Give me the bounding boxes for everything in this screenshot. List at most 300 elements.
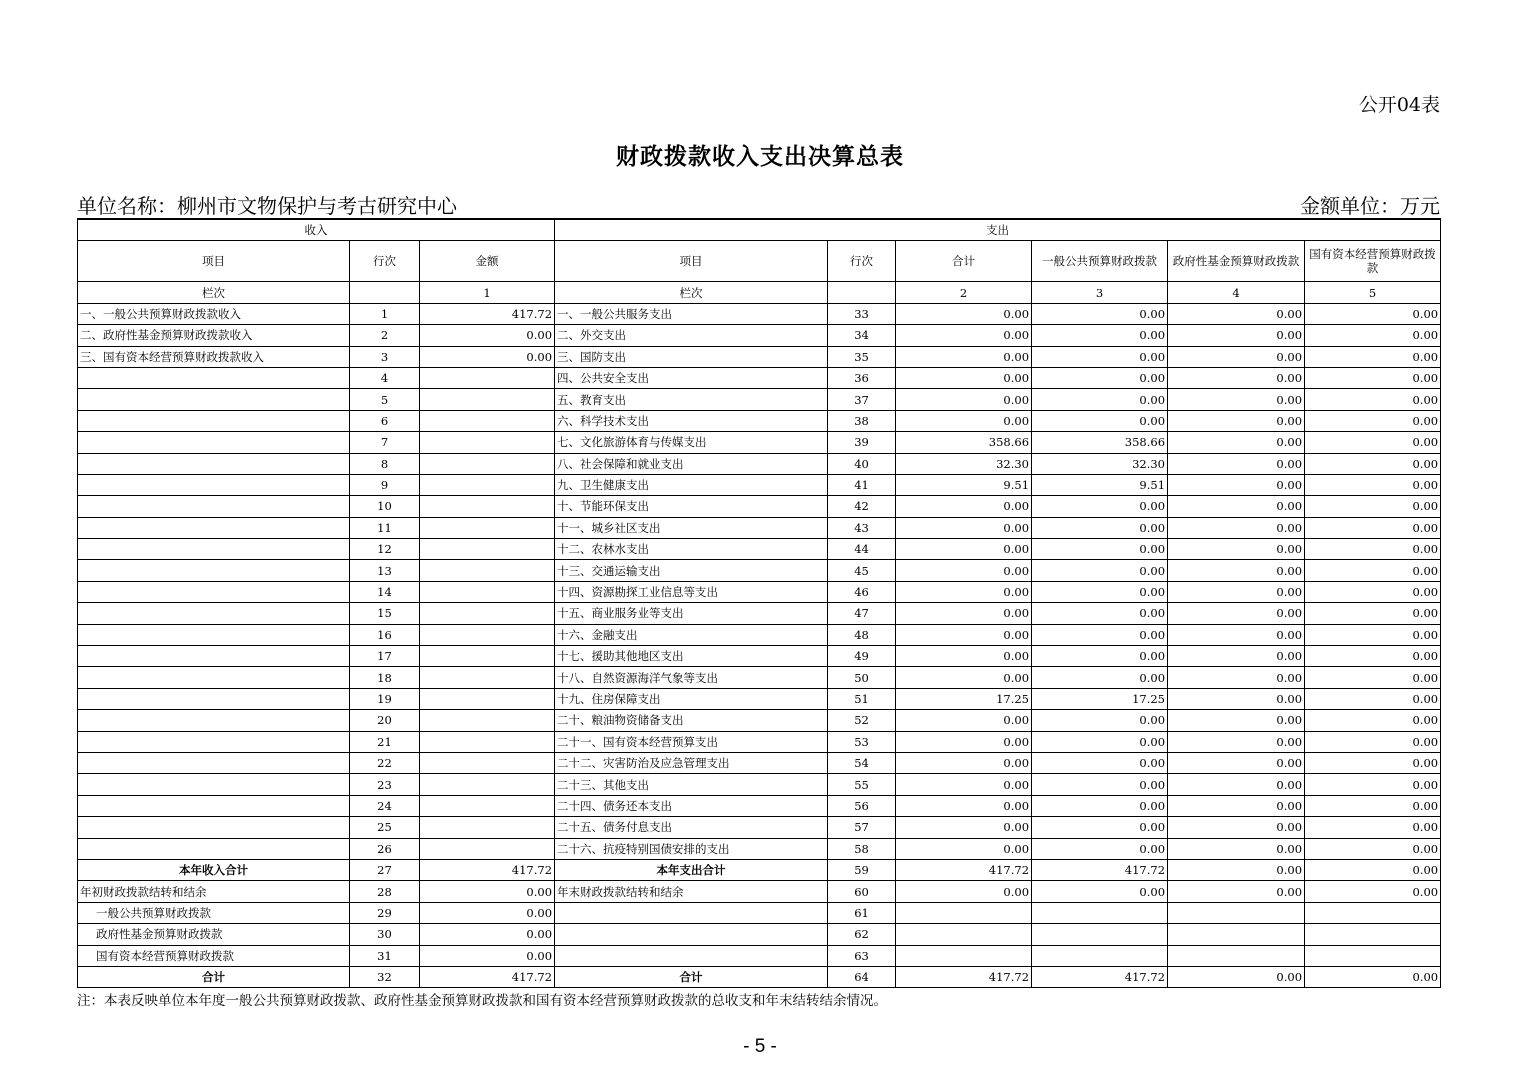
income-amount: 417.72 [420,303,555,324]
expense-total: 9.51 [896,474,1032,495]
general-budget-amount: 358.66 [1032,432,1168,453]
general-budget-amount: 0.00 [1032,603,1168,624]
expense-row-no: 61 [828,902,896,923]
general-budget-amount: 0.00 [1032,774,1168,795]
expense-row-no: 58 [828,838,896,859]
expense-item: 十九、住房保障支出 [555,688,828,709]
gov-fund-amount [1168,924,1305,945]
gov-fund-amount: 0.00 [1168,367,1305,388]
state-capital-amount: 0.00 [1305,817,1441,838]
income-item: 一般公共预算财政拨款 [78,902,350,923]
income-item: 三、国有资本经营预算财政拨款收入 [78,346,350,367]
expense-total: 17.25 [896,688,1032,709]
income-item [78,731,350,752]
amount-unit: 金额单位：万元 [1300,194,1440,218]
income-amount [420,517,555,538]
general-budget-amount: 0.00 [1032,325,1168,346]
expense-row-no: 49 [828,646,896,667]
income-row-no: 8 [350,453,420,474]
income-row-no: 24 [350,795,420,816]
state-capital-amount: 0.00 [1305,881,1441,902]
general-budget-amount: 0.00 [1032,752,1168,773]
income-row-no: 21 [350,731,420,752]
general-budget-amount: 417.72 [1032,859,1168,880]
state-capital-header: 国有资本经营预算财政拨款 [1305,241,1441,282]
general-budget-amount: 9.51 [1032,474,1168,495]
gov-fund-header: 政府性基金预算财政拨款 [1168,241,1305,282]
state-capital-amount: 0.00 [1305,303,1441,324]
expense-item: 八、社会保障和就业支出 [555,453,828,474]
expense-total: 0.00 [896,624,1032,645]
expense-item: 二十三、其他支出 [555,774,828,795]
expense-item: 二十六、抗疫特别国债安排的支出 [555,838,828,859]
state-capital-amount: 0.00 [1305,966,1441,987]
gov-fund-amount [1168,945,1305,966]
expense-total: 0.00 [896,817,1032,838]
gov-fund-amount: 0.00 [1168,667,1305,688]
income-item [78,474,350,495]
expense-row-no: 48 [828,624,896,645]
gov-fund-amount [1168,902,1305,923]
income-amount [420,838,555,859]
header-row-group [78,219,1441,241]
table-row [78,752,1441,773]
state-capital-amount: 0.00 [1305,731,1441,752]
income-amount [420,432,555,453]
general-budget-amount: 0.00 [1032,389,1168,410]
income-row-no: 10 [350,496,420,517]
expense-total: 0.00 [896,303,1032,324]
expense-total: 0.00 [896,367,1032,388]
gov-fund-amount: 0.00 [1168,966,1305,987]
expense-row-no: 42 [828,496,896,517]
general-budget-header: 一般公共预算财政拨款 [1032,241,1168,282]
state-capital-amount [1305,924,1441,945]
income-amount [420,646,555,667]
expense-item: 七、文化旅游体育与传媒支出 [555,432,828,453]
income-row-no: 7 [350,432,420,453]
income-row-no: 6 [350,410,420,431]
expense-row-no: 41 [828,474,896,495]
income-item: 本年收入合计 [78,859,350,880]
state-capital-amount: 0.00 [1305,496,1441,517]
income-item: 国有资本经营预算财政拨款 [78,945,350,966]
expense-total: 0.00 [896,346,1032,367]
expense-item: 合计 [555,966,828,987]
gov-fund-amount: 0.00 [1168,603,1305,624]
table-row [78,560,1441,581]
income-amount [420,474,555,495]
table-row [78,603,1441,624]
carryover-row [78,945,1441,966]
income-item: 政府性基金预算财政拨款 [78,924,350,945]
state-capital-amount: 0.00 [1305,432,1441,453]
income-row-no: 2 [350,325,420,346]
table-row [78,474,1441,495]
gov-fund-amount: 0.00 [1168,795,1305,816]
expense-row-no: 39 [828,432,896,453]
income-item: 一、一般公共预算财政拨款收入 [78,303,350,324]
page-title: 财政拨款收入支出决算总表 [616,143,904,170]
table-row [78,838,1441,859]
income-item: 合计 [78,966,350,987]
expense-row-no: 40 [828,453,896,474]
state-capital-amount: 0.00 [1305,539,1441,560]
expense-item: 二十四、债务还本支出 [555,795,828,816]
table-row [78,774,1441,795]
income-item [78,367,350,388]
state-capital-amount: 0.00 [1305,346,1441,367]
expense-total: 0.00 [896,539,1032,560]
income-row-no: 4 [350,367,420,388]
col-index-1: 1 [420,282,555,303]
income-item [78,453,350,474]
col-label-expense: 栏次 [555,282,828,303]
expense-item: 四、公共安全支出 [555,367,828,388]
expense-row-no: 64 [828,966,896,987]
income-row-no: 28 [350,881,420,902]
form-code: 公开04表 [1358,94,1440,116]
income-row-no: 29 [350,902,420,923]
income-amount [420,710,555,731]
gov-fund-amount: 0.00 [1168,410,1305,431]
income-row-no: 17 [350,646,420,667]
income-row-no: 22 [350,752,420,773]
gov-fund-amount: 0.00 [1168,710,1305,731]
table-row [78,432,1441,453]
general-budget-amount: 0.00 [1032,410,1168,431]
expense-total: 0.00 [896,517,1032,538]
income-row-no: 19 [350,688,420,709]
income-item [78,688,350,709]
expense-total: 0.00 [896,838,1032,859]
income-item [78,710,350,731]
table-row [78,646,1441,667]
income-amount [420,581,555,602]
state-capital-amount: 0.00 [1305,517,1441,538]
state-capital-amount: 0.00 [1305,367,1441,388]
col-index-empty [350,282,420,303]
expense-row-no: 35 [828,346,896,367]
expense-item [555,902,828,923]
expense-total [896,924,1032,945]
table-row [78,710,1441,731]
expense-total-header: 合计 [896,241,1032,282]
expense-row-no: 47 [828,603,896,624]
carryover-row [78,924,1441,945]
table-row [78,496,1441,517]
income-row-no: 3 [350,346,420,367]
income-row-no: 14 [350,581,420,602]
income-row-no: 27 [350,859,420,880]
general-budget-amount: 0.00 [1032,496,1168,517]
income-row-no: 1 [350,303,420,324]
expense-total: 32.30 [896,453,1032,474]
gov-fund-amount: 0.00 [1168,517,1305,538]
footnote: 注：本表反映单位本年度一般公共预算财政拨款、政府性基金预算财政拨款和国有资本经营预算财政拨款的总收支和年末结转结余情况。 [77,993,887,1009]
expense-total: 0.00 [896,667,1032,688]
expense-total: 0.00 [896,795,1032,816]
table-row [78,303,1441,324]
income-amount [420,389,555,410]
income-item [78,581,350,602]
general-budget-amount: 0.00 [1032,646,1168,667]
state-capital-amount: 0.00 [1305,710,1441,731]
expense-item: 五、教育支出 [555,389,828,410]
income-amount [420,667,555,688]
gov-fund-amount: 0.00 [1168,624,1305,645]
gov-fund-amount: 0.00 [1168,496,1305,517]
income-amount: 0.00 [420,924,555,945]
table-row [78,624,1441,645]
income-group-header: 收入 [78,219,555,241]
expense-row-no: 44 [828,539,896,560]
expense-row-no: 59 [828,859,896,880]
income-row-no: 5 [350,389,420,410]
expense-item: 年末财政拨款结转和结余 [555,881,828,902]
income-item [78,389,350,410]
col-index-5: 5 [1305,282,1441,303]
general-budget-amount: 0.00 [1032,731,1168,752]
table-row [78,581,1441,602]
expense-row-no: 62 [828,924,896,945]
state-capital-amount: 0.00 [1305,410,1441,431]
income-item [78,795,350,816]
state-capital-amount: 0.00 [1305,624,1441,645]
general-budget-amount: 0.00 [1032,838,1168,859]
income-item [78,432,350,453]
general-budget-amount: 17.25 [1032,688,1168,709]
state-capital-amount: 0.00 [1305,325,1441,346]
state-capital-amount: 0.00 [1305,474,1441,495]
income-row-no: 9 [350,474,420,495]
income-item: 年初财政拨款结转和结余 [78,881,350,902]
expense-item: 本年支出合计 [555,859,828,880]
income-row-no: 26 [350,838,420,859]
expense-total: 0.00 [896,731,1032,752]
gov-fund-amount: 0.00 [1168,646,1305,667]
carryover-row [78,881,1441,902]
income-row-no: 18 [350,667,420,688]
state-capital-amount: 0.00 [1305,581,1441,602]
expense-total: 0.00 [896,881,1032,902]
expense-row-no: 52 [828,710,896,731]
gov-fund-amount: 0.00 [1168,453,1305,474]
expense-row-no: 60 [828,881,896,902]
income-item [78,517,350,538]
general-budget-amount: 0.00 [1032,795,1168,816]
income-amount-header: 金额 [420,241,555,282]
expense-total: 0.00 [896,774,1032,795]
income-row-no: 31 [350,945,420,966]
expense-total: 0.00 [896,410,1032,431]
grand-total-row [78,966,1441,987]
expense-item: 十一、城乡社区支出 [555,517,828,538]
income-item [78,817,350,838]
income-amount [420,774,555,795]
general-budget-amount: 0.00 [1032,581,1168,602]
table-row [78,453,1441,474]
expense-item: 十、节能环保支出 [555,496,828,517]
general-budget-amount: 0.00 [1032,346,1168,367]
income-amount: 0.00 [420,881,555,902]
col-index-2: 2 [896,282,1032,303]
expense-total: 0.00 [896,496,1032,517]
expense-row-no: 43 [828,517,896,538]
table-row [78,731,1441,752]
gov-fund-amount: 0.00 [1168,859,1305,880]
gov-fund-amount: 0.00 [1168,731,1305,752]
table-row [78,667,1441,688]
general-budget-amount [1032,924,1168,945]
header-row-columns [78,241,1441,282]
income-amount: 417.72 [420,859,555,880]
income-item [78,624,350,645]
expense-row-no: 57 [828,817,896,838]
expense-row-no: 38 [828,410,896,431]
income-row-no: 23 [350,774,420,795]
table-row [78,539,1441,560]
general-budget-amount: 32.30 [1032,453,1168,474]
table-row [78,517,1441,538]
expense-total: 0.00 [896,710,1032,731]
gov-fund-amount: 0.00 [1168,303,1305,324]
gov-fund-amount: 0.00 [1168,325,1305,346]
income-item [78,774,350,795]
state-capital-amount: 0.00 [1305,667,1441,688]
gov-fund-amount: 0.00 [1168,817,1305,838]
gov-fund-amount: 0.00 [1168,539,1305,560]
gov-fund-amount: 0.00 [1168,432,1305,453]
general-budget-amount [1032,902,1168,923]
general-budget-amount: 0.00 [1032,881,1168,902]
general-budget-amount: 0.00 [1032,367,1168,388]
expense-item: 二十一、国有资本经营预算支出 [555,731,828,752]
expense-item: 十八、自然资源海洋气象等支出 [555,667,828,688]
income-amount: 0.00 [420,945,555,966]
general-budget-amount [1032,945,1168,966]
expense-row-no: 56 [828,795,896,816]
general-budget-amount: 0.00 [1032,817,1168,838]
expense-item: 六、科学技术支出 [555,410,828,431]
general-budget-amount: 0.00 [1032,539,1168,560]
income-amount [420,453,555,474]
income-amount [420,817,555,838]
income-row-no: 20 [350,710,420,731]
unit-name: 单位名称：柳州市文物保护与考古研究中心 [77,194,457,218]
income-row-no: 32 [350,966,420,987]
income-amount [420,496,555,517]
expense-row-no: 55 [828,774,896,795]
gov-fund-amount: 0.00 [1168,560,1305,581]
expense-item: 二十二、灾害防治及应急管理支出 [555,752,828,773]
income-amount: 417.72 [420,966,555,987]
state-capital-amount: 0.00 [1305,389,1441,410]
expense-total: 0.00 [896,646,1032,667]
expense-row-no: 45 [828,560,896,581]
expense-total: 0.00 [896,389,1032,410]
expense-item: 九、卫生健康支出 [555,474,828,495]
income-item [78,646,350,667]
expense-row-no-header: 行次 [828,241,896,282]
table-row [78,346,1441,367]
general-budget-amount: 417.72 [1032,966,1168,987]
expense-total: 0.00 [896,752,1032,773]
table-row [78,795,1441,816]
expense-item: 十七、援助其他地区支出 [555,646,828,667]
column-index-row [78,282,1441,303]
expense-item: 三、国防支出 [555,346,828,367]
state-capital-amount: 0.00 [1305,752,1441,773]
general-budget-amount: 0.00 [1032,667,1168,688]
gov-fund-amount: 0.00 [1168,346,1305,367]
expense-total: 358.66 [896,432,1032,453]
general-budget-amount: 0.00 [1032,710,1168,731]
expense-total: 417.72 [896,859,1032,880]
expense-group-header: 支出 [555,219,1441,241]
income-item [78,410,350,431]
income-item [78,667,350,688]
general-budget-amount: 0.00 [1032,303,1168,324]
general-budget-amount: 0.00 [1032,560,1168,581]
expense-row-no: 54 [828,752,896,773]
income-row-no: 25 [350,817,420,838]
income-amount [420,731,555,752]
expense-item: 十六、金融支出 [555,624,828,645]
table-row [78,389,1441,410]
col-index-3: 3 [1032,282,1168,303]
income-amount [420,367,555,388]
expense-item: 二、外交支出 [555,325,828,346]
income-row-no: 13 [350,560,420,581]
expense-total [896,902,1032,923]
income-row-no: 12 [350,539,420,560]
expense-total: 417.72 [896,966,1032,987]
expense-total: 0.00 [896,325,1032,346]
gov-fund-amount: 0.00 [1168,581,1305,602]
expense-item: 一、一般公共服务支出 [555,303,828,324]
income-row-no: 30 [350,924,420,945]
expense-row-no: 34 [828,325,896,346]
expense-row-no: 37 [828,389,896,410]
expense-item: 二十五、债务付息支出 [555,817,828,838]
state-capital-amount: 0.00 [1305,646,1441,667]
income-amount [420,603,555,624]
gov-fund-amount: 0.00 [1168,389,1305,410]
expense-row-no: 46 [828,581,896,602]
income-amount [420,624,555,645]
table-row [78,410,1441,431]
expense-row-no: 50 [828,667,896,688]
fiscal-summary-table [77,218,1441,988]
col-index-empty [828,282,896,303]
gov-fund-amount: 0.00 [1168,752,1305,773]
general-budget-amount: 0.00 [1032,624,1168,645]
income-amount: 0.00 [420,346,555,367]
expense-item [555,945,828,966]
table-row [78,325,1441,346]
income-amount [420,560,555,581]
income-row-no: 11 [350,517,420,538]
expense-total: 0.00 [896,581,1032,602]
state-capital-amount: 0.00 [1305,603,1441,624]
gov-fund-amount: 0.00 [1168,688,1305,709]
table-row [78,367,1441,388]
income-item-header: 项目 [78,241,350,282]
income-row-no: 16 [350,624,420,645]
expense-row-no: 53 [828,731,896,752]
expense-item: 十五、商业服务业等支出 [555,603,828,624]
